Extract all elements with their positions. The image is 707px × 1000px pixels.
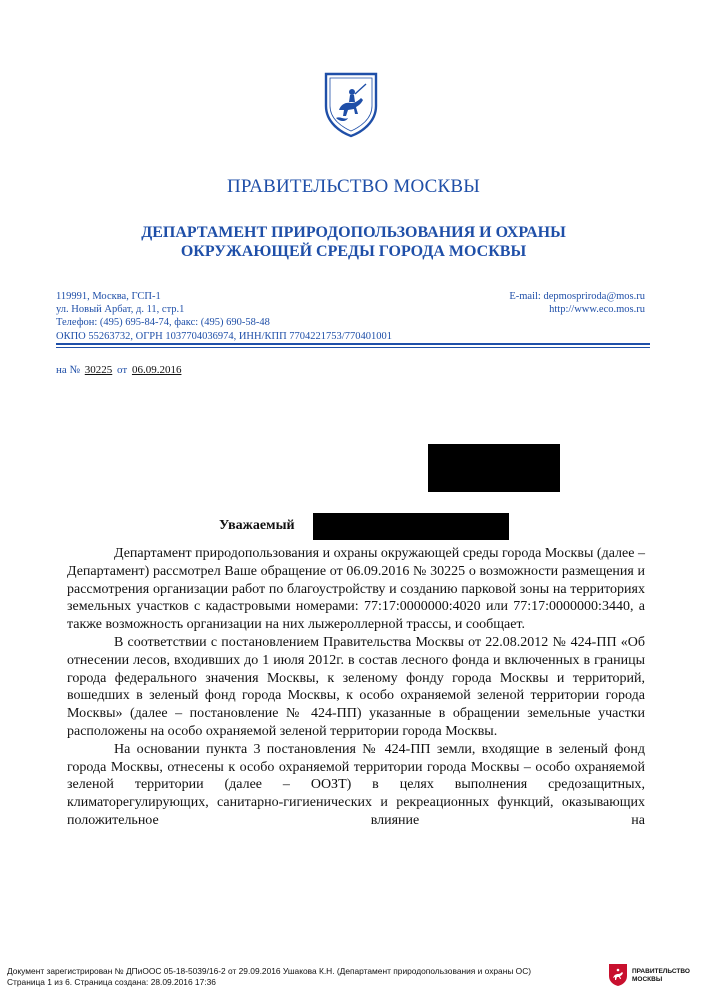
moscow-coat-of-arms-icon	[322, 70, 380, 138]
salutation: Уважаемый	[219, 518, 295, 533]
reference-date: 06.09.2016	[131, 364, 182, 376]
redacted-recipient	[428, 444, 560, 492]
department-title	[60, 223, 647, 261]
moscow-coat-of-arms-small-icon	[608, 963, 628, 987]
reference-number: 30225	[84, 364, 113, 376]
reference-line	[56, 364, 183, 376]
reference-from: от	[117, 364, 128, 376]
government-title: ПРАВИТЕЛЬСТВО МОСКВЫ	[226, 176, 481, 197]
footer-line2: Страница 1 из 6. Страница создана: 28.09.2016 17:36	[7, 976, 216, 987]
redacted-name	[313, 513, 509, 540]
body-paragraph-2: В соответствии с постановлением Правительства Москвы от 22.08.2012 № 424-ПП «Об отнесении лесов, входивших до 1 июля 2012г. в состав лесного фонда и включенных в границы города федерального значения Москвы, к зеленому фонду города Москвы и территорий, вошедших в зеленый фонд города Москвы, к особо охраняемой зеленой территории города Москвы» (далее – постановление № 424-ПП) указанные в обращении земельные участки расположены на особо охраняемой зеленой территории города Москвы.	[67, 634, 645, 739]
footer-logo-line2: МОСКВЫ	[632, 976, 663, 983]
email-line: E-mail: depmospriroda@mos.ru	[509, 291, 645, 302]
body-paragraph-1: Департамент природопользования и охраны окружающей среды города Москвы (далее – Департамент) рассмотрел Ваше обращение от 06.09.2016 № 30225 о возможности размещения и рассмотрения организации работ по благоустройству и созданию парковой зоны на территориях земельных участков с кадастровыми номерами: 77:17:0000000:4020 или 77:17:0000000:3440, а также возможность организации на них лыжероллерной трассы, и сообщает.	[67, 546, 645, 633]
codes-line: ОКПО 55263732, ОГРН 1037704036974, ИНН/КПП 7704221753/770401001	[56, 330, 392, 342]
letter-body	[67, 545, 645, 830]
department-title-line1: ДЕПАРТАМЕНТ ПРИРОДОПОЛЬЗОВАНИЯ И ОХРАНЫ	[141, 224, 566, 241]
reference-prefix: на №	[56, 364, 81, 376]
footer-logo-line1: ПРАВИТЕЛЬСТВО	[632, 968, 690, 975]
phone-line: Телефон: (495) 695-84-74, факс: (495) 690-58-48	[56, 317, 270, 329]
address-line1: 119991, Москва, ГСП-1	[56, 291, 161, 302]
footer-logo-text	[632, 968, 690, 984]
body-paragraph-3: На основании пункта 3 постановления № 424-ПП земли, входящие в зеленый фонд города Москвы, отнесены к особо охраняемой территории города Москвы – особо охраняемой зеленой территории (далее – ООЗТ) в целях выполнения средозащитных, климаторегулирующих, санитарно-гигиенических и рекреационных функций, оказывающих положительное влияние на	[67, 741, 645, 828]
address-line2: ул. Новый Арбат, д. 11, стр.1	[56, 304, 185, 316]
contact-address-block	[56, 290, 392, 343]
web-line: http://www.eco.mos.ru	[549, 304, 645, 316]
footer-line1: Документ зарегистрирован № ДПиООС 05-18-5039/16-2 от 29.09.2016 Ушакова К.Н. (Департамент природопользования и охраны ОС)	[7, 966, 532, 976]
letterhead-divider-thin	[56, 347, 650, 348]
letterhead-divider	[56, 343, 650, 345]
contact-online-block	[509, 290, 645, 316]
registration-footer	[7, 966, 607, 987]
department-title-line2: ОКРУЖАЮЩЕЙ СРЕДЫ ГОРОДА МОСКВЫ	[180, 243, 527, 260]
